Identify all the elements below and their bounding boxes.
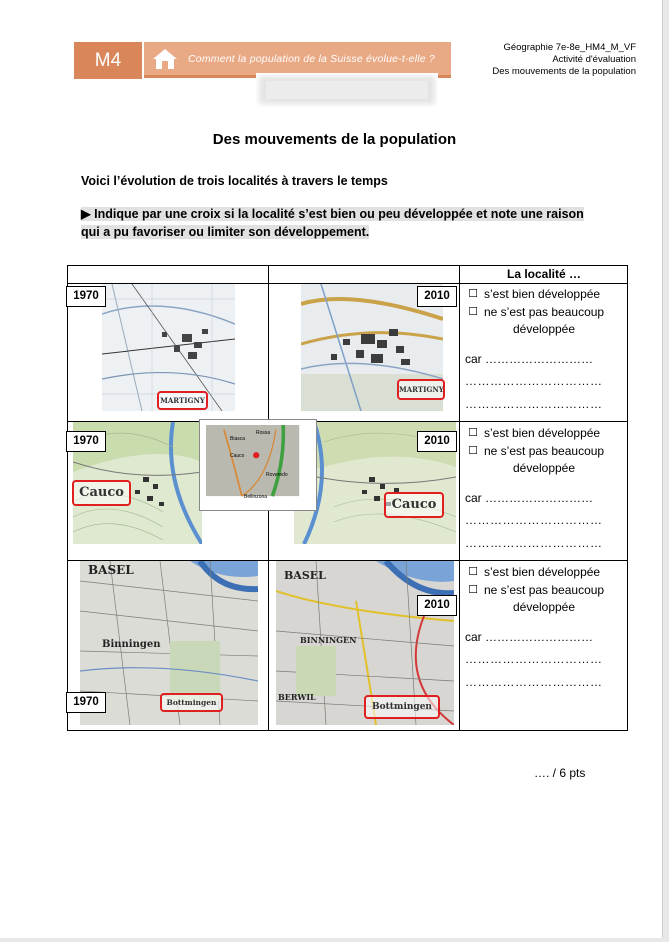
- intro-text: Voici l’évolution de trois localités à travers le temps: [81, 174, 388, 188]
- house-icon: [152, 48, 178, 70]
- reason-line[interactable]: ……………………………: [465, 396, 603, 411]
- table-divider-2: [459, 265, 460, 731]
- inset-label: Rossa: [256, 430, 271, 436]
- year-badge-1970: 1970: [66, 286, 106, 307]
- option-well-developed[interactable]: ☐ s’est bien développée: [462, 564, 626, 582]
- map-label: Binningen: [102, 639, 161, 650]
- year-badge-2010: 2010: [417, 595, 457, 616]
- instruction: [81, 205, 586, 241]
- checkbox-icon[interactable]: ☐: [468, 288, 478, 300]
- document-meta: [492, 42, 636, 78]
- inset-label: Bellinzona: [244, 494, 268, 500]
- inset-label: Roveredo: [266, 472, 288, 478]
- map-label: BASEL: [88, 563, 134, 577]
- reason-line-car[interactable]: car ………………………: [465, 490, 594, 505]
- banner-title: Comment la population de la Suisse évolue-t-elle ?: [188, 52, 435, 65]
- answer-block-1: [462, 286, 626, 413]
- column-header: La localité …: [506, 267, 582, 281]
- meta-activity: Activité d'évaluation: [552, 54, 636, 65]
- option-not-developed[interactable]: ☐ ne s’est pas beaucoup: [462, 443, 626, 461]
- instruction-text: Indique par une croix si la localité s’est bien ou peu développée et note une raison qui a pu favoriser ou limiter son développement.: [81, 207, 584, 239]
- year-badge-1970: 1970: [66, 692, 106, 713]
- option-well-developed[interactable]: ☐ s’est bien développée: [462, 425, 626, 443]
- map-label: BASEL: [284, 569, 326, 582]
- town-label-martigny-2010: MARTIGNY: [397, 379, 445, 400]
- table-border-right: [627, 265, 628, 731]
- meta-course: Géographie 7e-8e_HM4_M_VF: [503, 42, 636, 53]
- checkbox-icon[interactable]: ☐: [468, 444, 478, 457]
- checkbox-icon[interactable]: ☐: [468, 583, 478, 596]
- option-not-developed-cont: développée: [512, 461, 576, 475]
- option-not-developed[interactable]: ☐ ne s’est pas beaucoup: [462, 304, 626, 322]
- reason-line[interactable]: ……………………………: [465, 652, 603, 666]
- score-field: …. / 6 pts: [534, 766, 586, 780]
- inset-label: Biasca: [230, 436, 246, 442]
- checkbox-icon[interactable]: ☐: [468, 566, 478, 578]
- reason-line-car[interactable]: car ………………………: [465, 351, 594, 366]
- town-label-cauco-2010: Cauco: [384, 492, 444, 518]
- meta-theme: Des mouvements de la population: [492, 66, 636, 77]
- table-border-left: [67, 265, 68, 731]
- inset-label: Cauco: [230, 453, 245, 459]
- checkbox-icon[interactable]: ☐: [468, 427, 478, 439]
- answer-block-2: [462, 425, 626, 552]
- year-badge-2010: 2010: [417, 431, 457, 452]
- map-label: BERWIL: [278, 692, 316, 702]
- document-title: Des mouvements de la population: [212, 131, 457, 148]
- town-label-cauco-1970: Cauco: [72, 480, 131, 506]
- inset-location-map: [199, 419, 317, 511]
- student-name-box[interactable]: [256, 73, 438, 107]
- town-label-bottmingen-2010: Bottmingen: [364, 695, 440, 719]
- checkbox-icon[interactable]: ☐: [468, 305, 478, 318]
- reason-line[interactable]: ……………………………: [465, 674, 603, 689]
- answer-block-3: [462, 564, 626, 691]
- option-not-developed-cont: développée: [512, 600, 576, 614]
- year-badge-1970: 1970: [66, 431, 106, 452]
- year-badge-2010: 2010: [417, 286, 457, 307]
- reason-line[interactable]: ……………………………: [465, 513, 603, 527]
- reason-line-car[interactable]: car ………………………: [465, 629, 594, 644]
- option-not-developed-cont: développée: [512, 322, 576, 336]
- module-code: M4: [94, 49, 122, 71]
- map-label: BINNINGEN: [300, 635, 357, 645]
- module-code-badge: [74, 42, 142, 79]
- option-well-developed[interactable]: ☐ s’est bien développée: [462, 286, 626, 304]
- option-not-developed[interactable]: ☐ ne s’est pas beaucoup: [462, 582, 626, 600]
- page-edge-bottom: [0, 938, 669, 942]
- town-label-martigny-1970: MARTIGNY: [157, 391, 208, 410]
- reason-line[interactable]: ……………………………: [465, 535, 603, 550]
- reason-line[interactable]: ……………………………: [465, 374, 603, 388]
- table-border-bottom: [67, 730, 628, 731]
- town-label-bottmingen-1970: Bottmingen: [160, 693, 223, 712]
- instruction-marker: ▶: [81, 207, 91, 221]
